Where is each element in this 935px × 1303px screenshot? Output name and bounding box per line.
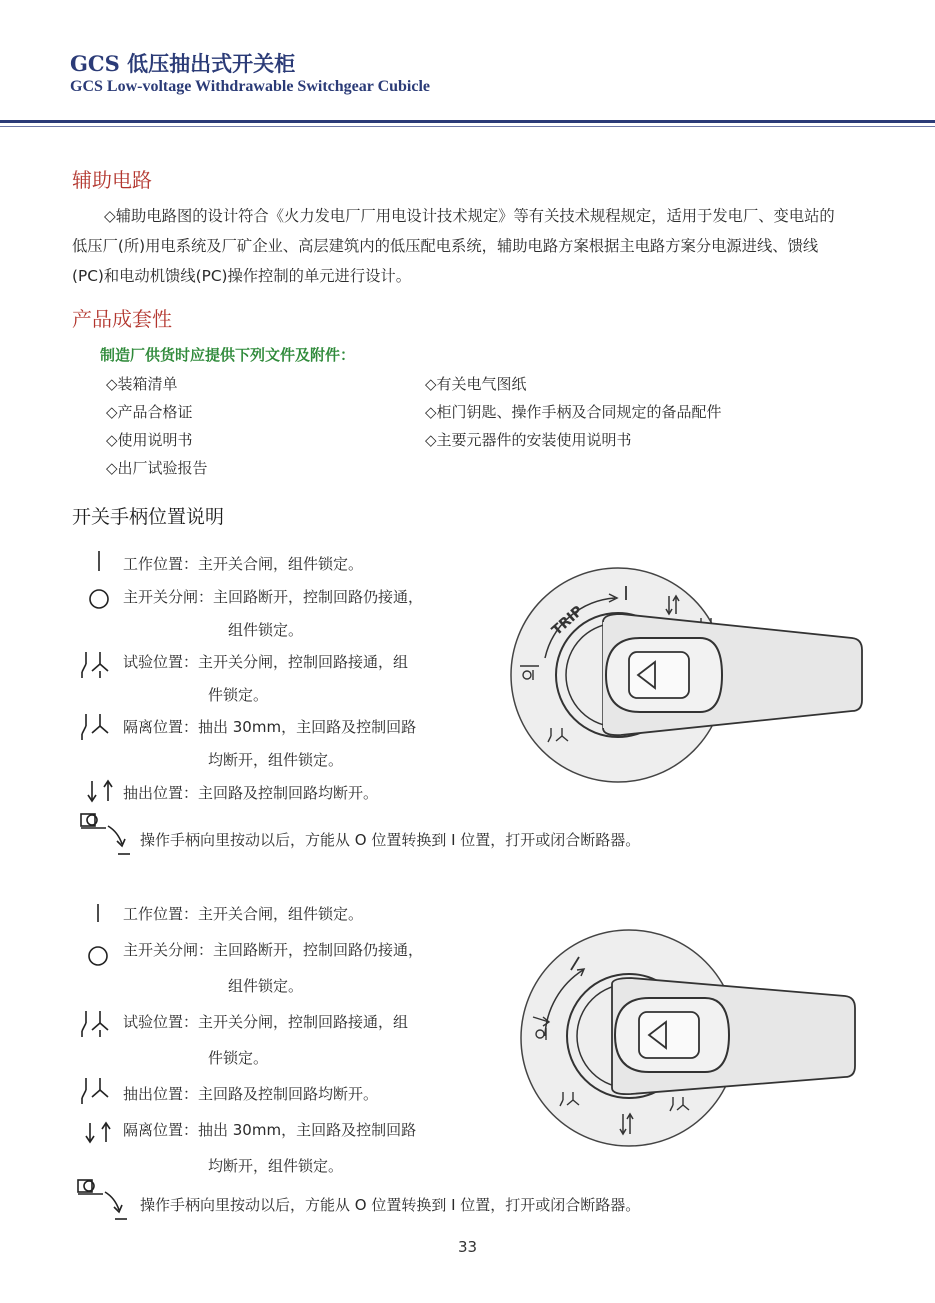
g2-note: 操作手柄向里按动以后，方能从 O 位置转换到 I 位置，打开或闭合断路器。 xyxy=(140,1196,641,1214)
g2-line-3: 组件锁定。 xyxy=(228,977,304,995)
isolate-position-icon xyxy=(82,714,108,740)
header-rule-thin xyxy=(0,126,935,127)
section-title-handle: 开关手柄位置说明 xyxy=(72,506,225,528)
list-item: ◇产品合格证 xyxy=(106,403,193,421)
push-handle-icon xyxy=(81,814,130,854)
product-subtitle: 制造厂供货时应提供下列文件及附件： xyxy=(100,346,356,364)
page-number: 33 xyxy=(457,1238,478,1256)
g1-note: 操作手柄向里按动以后，方能从 O 位置转换到 I 位置，打开或闭合断路器。 xyxy=(140,831,641,849)
trip-label: TRIP xyxy=(548,603,587,639)
list-item: ◇有关电气图纸 xyxy=(425,375,527,393)
g1-line-8: 抽出位置：主回路及控制回路均断开。 xyxy=(123,784,379,802)
list-item: ◇柜门钥匙、操作手柄及合同规定的备品配件 xyxy=(425,403,722,421)
handle-dial-diagram-2 xyxy=(515,922,860,1152)
push-handle-icon xyxy=(78,1180,127,1219)
g1-line-3: 组件锁定。 xyxy=(228,621,304,639)
open-position-icon xyxy=(90,590,108,608)
list-item: ◇出厂试验报告 xyxy=(106,459,208,477)
header-title-en: GCS Low-voltage Withdrawable Switchgear Cubicle xyxy=(70,78,431,95)
g2-line-6: 抽出位置：主回路及控制回路均断开。 xyxy=(123,1085,379,1103)
g1-line-6: 隔离位置：抽出 30mm，主回路及控制回路 xyxy=(123,718,417,736)
g1-line-4: 试验位置：主开关分闸，控制回路接通，组 xyxy=(123,653,409,671)
withdraw-position-icon xyxy=(82,1078,108,1104)
test-position-icon xyxy=(82,652,108,678)
g2-line-8: 均断开，组件锁定。 xyxy=(208,1157,344,1175)
header-title-cn: GCS 低压抽出式开关柜 xyxy=(70,51,296,76)
header-rule xyxy=(0,120,935,123)
test-position-icon xyxy=(82,1011,108,1037)
withdraw-position-icon xyxy=(88,781,112,801)
section-title-product: 产品成套性 xyxy=(72,307,172,331)
g2-line-5: 件锁定。 xyxy=(208,1049,269,1067)
g1-line-2: 主开关分闸：主回路断开，控制回路仍接通， xyxy=(123,588,424,606)
isolate-position-icon xyxy=(86,1123,110,1142)
list-item: ◇主要元器件的安装使用说明书 xyxy=(425,431,632,449)
g2-line-2: 主开关分闸：主回路断开，控制回路仍接通， xyxy=(123,941,424,959)
g1-line-1: 工作位置：主开关合闸，组件锁定。 xyxy=(123,555,364,573)
g1-line-7: 均断开，组件锁定。 xyxy=(208,751,344,769)
g2-line-7: 隔离位置：抽出 30mm，主回路及控制回路 xyxy=(123,1121,417,1139)
open-position-icon xyxy=(89,947,107,965)
aux-paragraph: ◇辅助电路图的设计符合《火力发电厂厂用电设计技术规定》等有关技术规程规定，适用于发电厂、变电站的低压厂(所)用电系统及厂矿企业、高层建筑内的低压配电系统，辅助电路方案根据主电路方案分电源进线、馈线(PC)和电动机馈线(PC)操作控制的单元进行设计。 xyxy=(72,207,835,285)
list-item: ◇装箱清单 xyxy=(106,375,178,393)
g1-line-5: 件锁定。 xyxy=(208,686,269,704)
list-item: ◇使用说明书 xyxy=(106,431,193,449)
handle-dial-diagram-1 xyxy=(505,558,865,790)
section-title-aux: 辅助电路 xyxy=(72,168,152,192)
g2-line-4: 试验位置：主开关分闸，控制回路接通，组 xyxy=(123,1013,409,1031)
g2-line-1: 工作位置：主开关合闸，组件锁定。 xyxy=(123,905,364,923)
